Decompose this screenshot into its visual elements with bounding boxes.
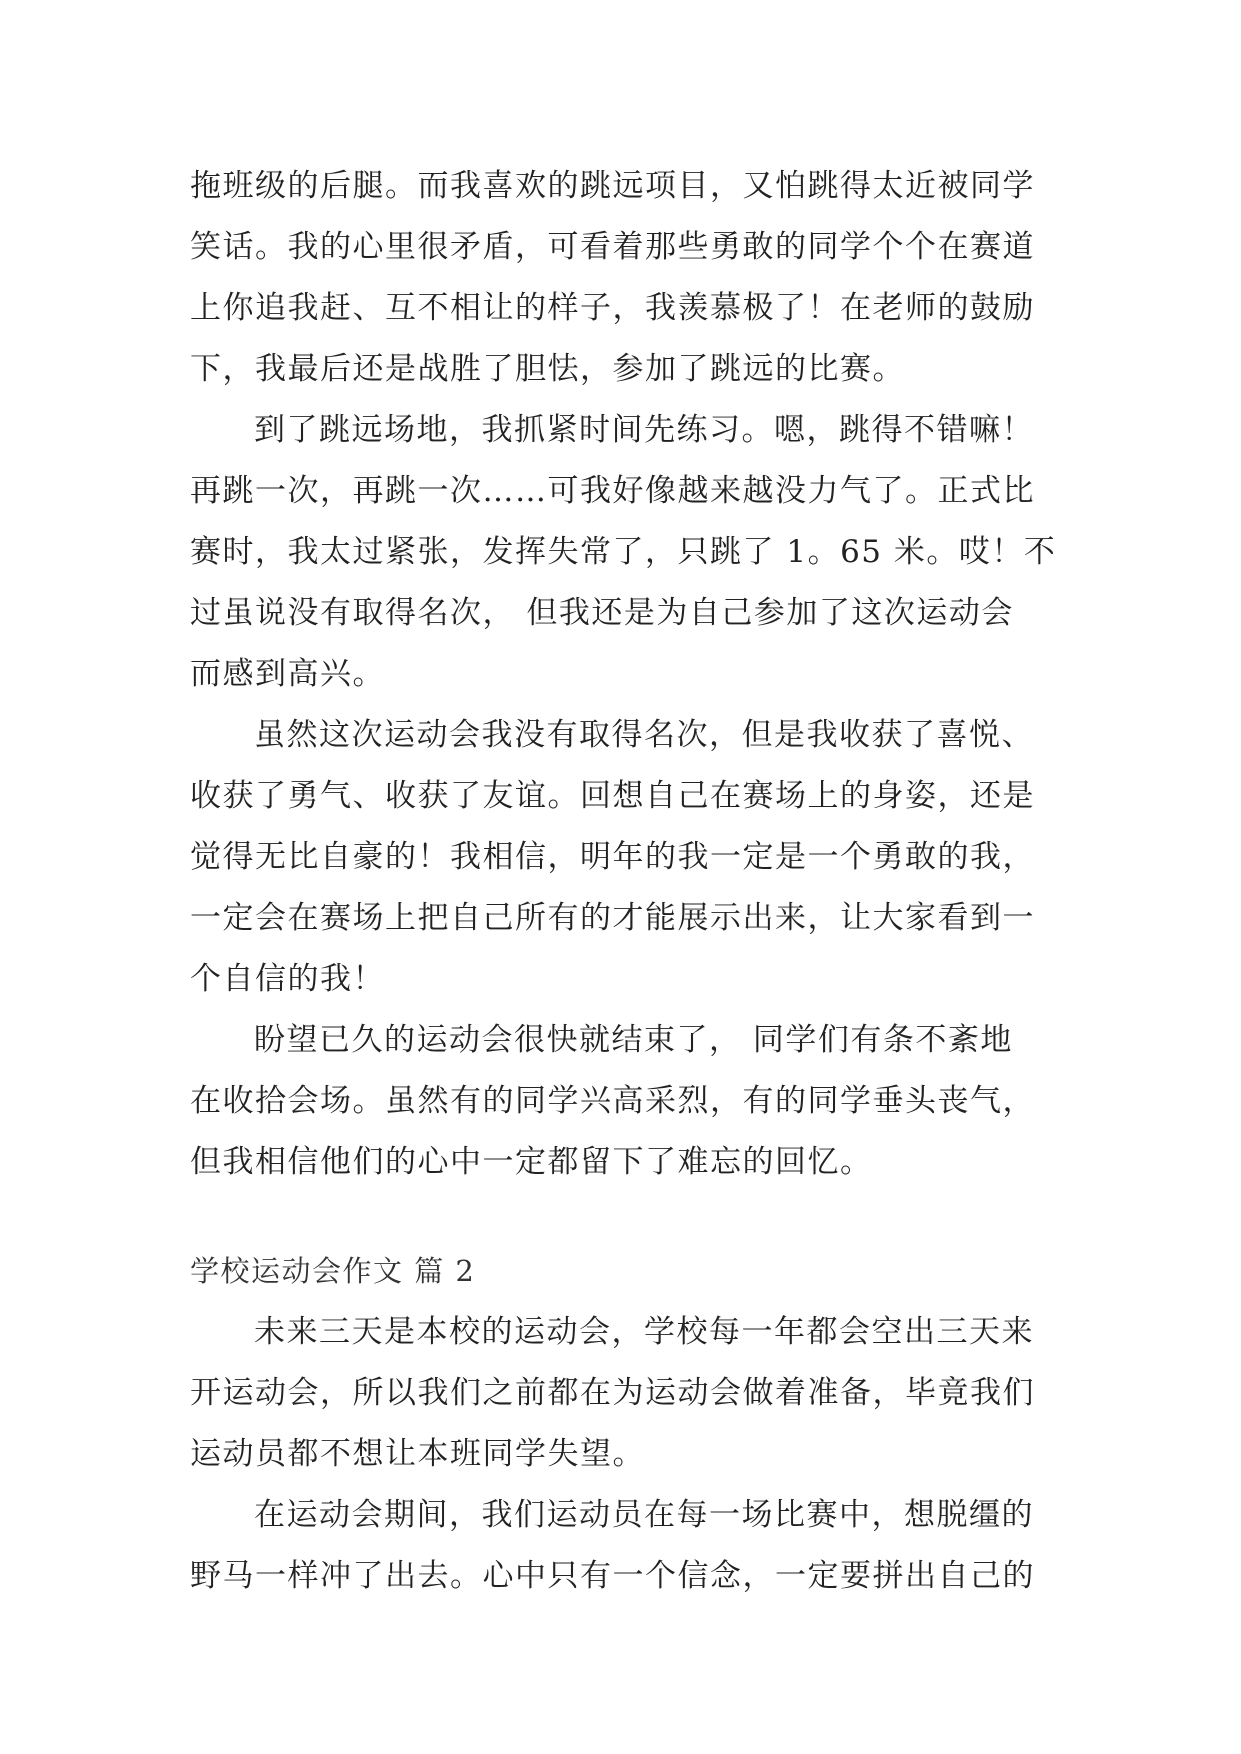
paragraph bbox=[190, 705, 1060, 1010]
text-line: 野马一样冲了出去。心中只有一个信念，一定要拼出自己的 bbox=[190, 1558, 1035, 1594]
text-line: 赛时，我太过紧张，发挥失常了，只跳了 1。65 米。哎！不 bbox=[190, 534, 1057, 570]
text-line: 拖班级的后腿。而我喜欢的跳远项目，又怕跳得太近被同学 bbox=[190, 168, 1035, 204]
text-line: 过虽说没有取得名次， 但我还是为自己参加了这次运动会 bbox=[190, 595, 1014, 631]
document-body bbox=[190, 156, 1060, 1607]
text-line: 下，我最后还是战胜了胆怯，参加了跳远的比赛。 bbox=[190, 351, 905, 387]
text-line: 在收拾会场。虽然有的同学兴高采烈，有的同学垂头丧气， bbox=[190, 1083, 1035, 1119]
paragraph bbox=[190, 400, 1060, 705]
section-heading: 学校运动会作文 篇 2 bbox=[190, 1254, 476, 1288]
text-line: 上你追我赶、互不相让的样子，我羡慕极了！在老师的鼓励 bbox=[190, 290, 1035, 326]
text-line: 笑话。我的心里很矛盾，可看着那些勇敢的同学个个在赛道 bbox=[190, 229, 1035, 265]
text-line: 一定会在赛场上把自己所有的才能展示出来，让大家看到一 bbox=[190, 900, 1035, 936]
text-line: 觉得无比自豪的！我相信，明年的我一定是一个勇敢的我， bbox=[190, 839, 1035, 875]
text-line: 在运动会期间，我们运动员在每一场比赛中，想脱缰的 bbox=[254, 1497, 1034, 1533]
text-line: 个自信的我！ bbox=[190, 961, 385, 997]
text-line: 到了跳远场地，我抓紧时间先练习。嗯，跳得不错嘛！ bbox=[254, 412, 1034, 448]
text-line: 但我相信他们的心中一定都留下了难忘的回忆。 bbox=[190, 1144, 873, 1180]
text-line: 开运动会，所以我们之前都在为运动会做着准备，毕竟我们 bbox=[190, 1375, 1035, 1411]
section-spacer bbox=[190, 1193, 1060, 1241]
text-line: 运动员都不想让本班同学失望。 bbox=[190, 1436, 645, 1472]
text-line: 虽然这次运动会我没有取得名次，但是我收获了喜悦、 bbox=[254, 717, 1034, 753]
paragraph bbox=[190, 1010, 1060, 1193]
paragraph bbox=[190, 156, 1060, 400]
text-line: 收获了勇气、收获了友谊。回想自己在赛场上的身姿，还是 bbox=[190, 778, 1035, 814]
paragraph bbox=[190, 1485, 1060, 1607]
text-line: 未来三天是本校的运动会，学校每一年都会空出三天来 bbox=[254, 1314, 1034, 1350]
text-line: 盼望已久的运动会很快就结束了， 同学们有条不紊地 bbox=[254, 1022, 1013, 1058]
text-line: 再跳一次，再跳一次……可我好像越来越没力气了。正式比 bbox=[190, 473, 1035, 509]
text-line: 而感到高兴。 bbox=[190, 656, 385, 692]
paragraph bbox=[190, 1302, 1060, 1485]
